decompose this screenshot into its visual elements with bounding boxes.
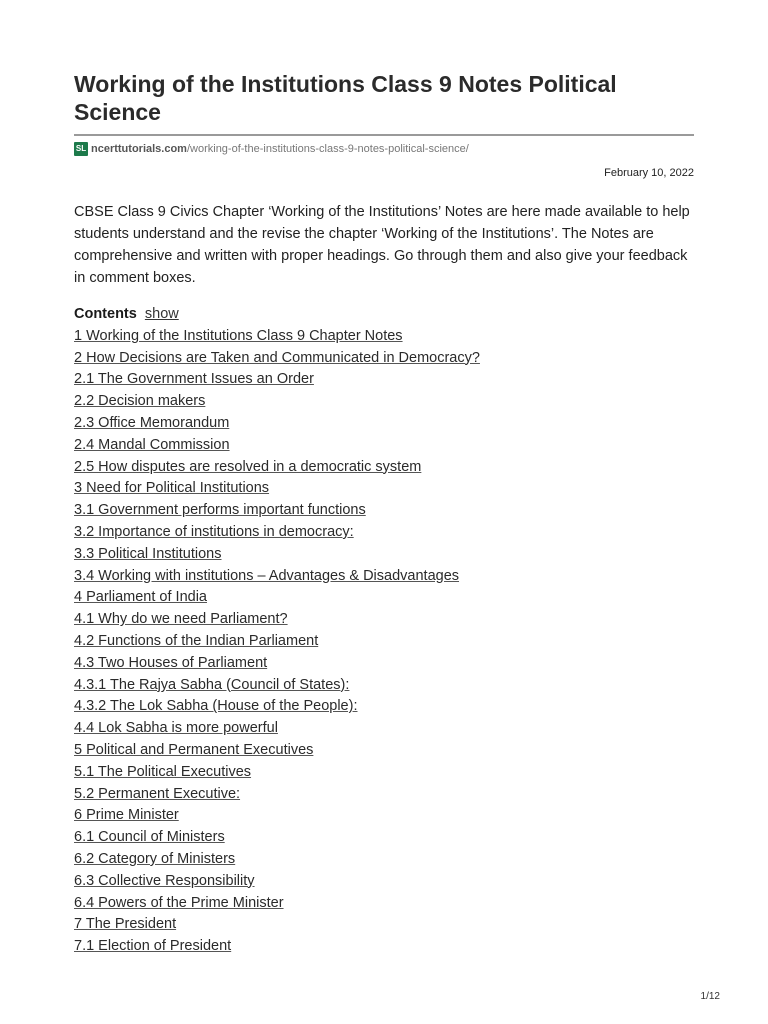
- list-item: [74, 457, 694, 479]
- toc-link[interactable]: 4.3.1 The Rajya Sabha (Council of States):: [74, 676, 350, 693]
- toc-link[interactable]: 4.3 Two Houses of Parliament: [74, 654, 268, 671]
- toc-link[interactable]: 6.2 Category of Ministers: [74, 850, 236, 867]
- article: [74, 70, 694, 958]
- list-item: [74, 718, 694, 740]
- source-domain: ncerttutorials.com: [91, 143, 187, 155]
- toc-link[interactable]: 3 Need for Political Institutions: [74, 480, 270, 497]
- list-item: [74, 631, 694, 653]
- publish-date: February 10, 2022: [604, 167, 694, 179]
- toc-link[interactable]: 3.4 Working with institutions – Advantages & Disadvantages: [74, 567, 460, 584]
- list-item: [74, 805, 694, 827]
- toc-link[interactable]: 7 The President: [74, 916, 177, 933]
- list-item: [74, 566, 694, 588]
- toc-link[interactable]: 5.2 Permanent Executive:: [74, 785, 241, 802]
- toc-link[interactable]: 2 How Decisions are Taken and Communicated in Democracy?: [74, 349, 480, 366]
- list-item: [74, 522, 694, 544]
- list-item: [74, 653, 694, 675]
- list-item: [74, 936, 694, 958]
- list-item: [74, 500, 694, 522]
- contents-label: Contents: [74, 306, 137, 322]
- toc-link[interactable]: 4.3.2 The Lok Sabha (House of the People):: [74, 698, 358, 715]
- list-item: [74, 435, 694, 457]
- list-item: [74, 369, 694, 391]
- toc-link[interactable]: 2.3 Office Memorandum: [74, 414, 230, 431]
- contents-header: [74, 304, 694, 326]
- list-item: [74, 893, 694, 915]
- contents-show-link[interactable]: show: [144, 306, 179, 322]
- list-item: [74, 391, 694, 413]
- toc-link[interactable]: 3.2 Importance of institutions in democracy:: [74, 523, 354, 540]
- toc-link[interactable]: 2.4 Mandal Commission: [74, 436, 230, 453]
- list-item: [74, 348, 694, 370]
- toc-link[interactable]: 4.2 Functions of the Indian Parliament: [74, 632, 319, 649]
- toc-link[interactable]: 1 Working of the Institutions Class 9 Chapter Notes: [74, 327, 403, 344]
- intro-paragraph: CBSE Class 9 Civics Chapter ‘Working of the Institutions’ Notes are here made available to help students understand and the revise the chapter ‘Working of the Institutions’. The Notes are comprehensive and written with proper headings. Go through them and also give your feedback in comment boxes.: [74, 204, 690, 286]
- toc-link[interactable]: 2.1 The Government Issues an Order: [74, 371, 314, 388]
- list-item: [74, 326, 694, 348]
- source-line: [74, 142, 694, 156]
- list-item: [74, 696, 694, 718]
- site-favicon-icon: SL: [74, 142, 88, 156]
- toc-link[interactable]: 5 Political and Permanent Executives: [74, 741, 314, 758]
- toc-link[interactable]: 6 Prime Minister: [74, 807, 179, 824]
- list-item: [74, 609, 694, 631]
- toc-link[interactable]: 4 Parliament of India: [74, 589, 207, 606]
- toc-link[interactable]: 5.1 The Political Executives: [74, 763, 252, 780]
- toc-link[interactable]: 6.3 Collective Responsibility: [74, 872, 255, 889]
- list-item: [74, 827, 694, 849]
- list-item: [74, 784, 694, 806]
- toc-link[interactable]: 4.4 Lok Sabha is more powerful: [74, 720, 278, 737]
- page-number: 1/12: [700, 991, 720, 1002]
- toc-list: [74, 326, 694, 958]
- toc-link[interactable]: 4.1 Why do we need Parliament?: [74, 611, 288, 628]
- toc-link[interactable]: 2.5 How disputes are resolved in a democratic system: [74, 458, 422, 475]
- toc-link[interactable]: 6.1 Council of Ministers: [74, 829, 225, 846]
- page-title: Working of the Institutions Class 9 Notes Political Science: [74, 70, 694, 136]
- list-item: [74, 675, 694, 697]
- list-item: [74, 871, 694, 893]
- source-path: /working-of-the-institutions-class-9-notes-political-science/: [186, 143, 469, 155]
- list-item: [74, 544, 694, 566]
- list-item: [74, 849, 694, 871]
- list-item: [74, 587, 694, 609]
- list-item: [74, 413, 694, 435]
- toc-link[interactable]: 2.2 Decision makers: [74, 393, 206, 410]
- toc-link[interactable]: 6.4 Powers of the Prime Minister: [74, 894, 284, 911]
- toc-link[interactable]: 7.1 Election of President: [74, 938, 232, 955]
- table-of-contents: [74, 304, 694, 958]
- list-item: [74, 762, 694, 784]
- toc-link[interactable]: 3.3 Political Institutions: [74, 545, 222, 562]
- list-item: [74, 914, 694, 936]
- toc-link[interactable]: 3.1 Government performs important functions: [74, 502, 366, 519]
- list-item: [74, 740, 694, 762]
- source-url-link[interactable]: [91, 142, 469, 156]
- list-item: [74, 478, 694, 500]
